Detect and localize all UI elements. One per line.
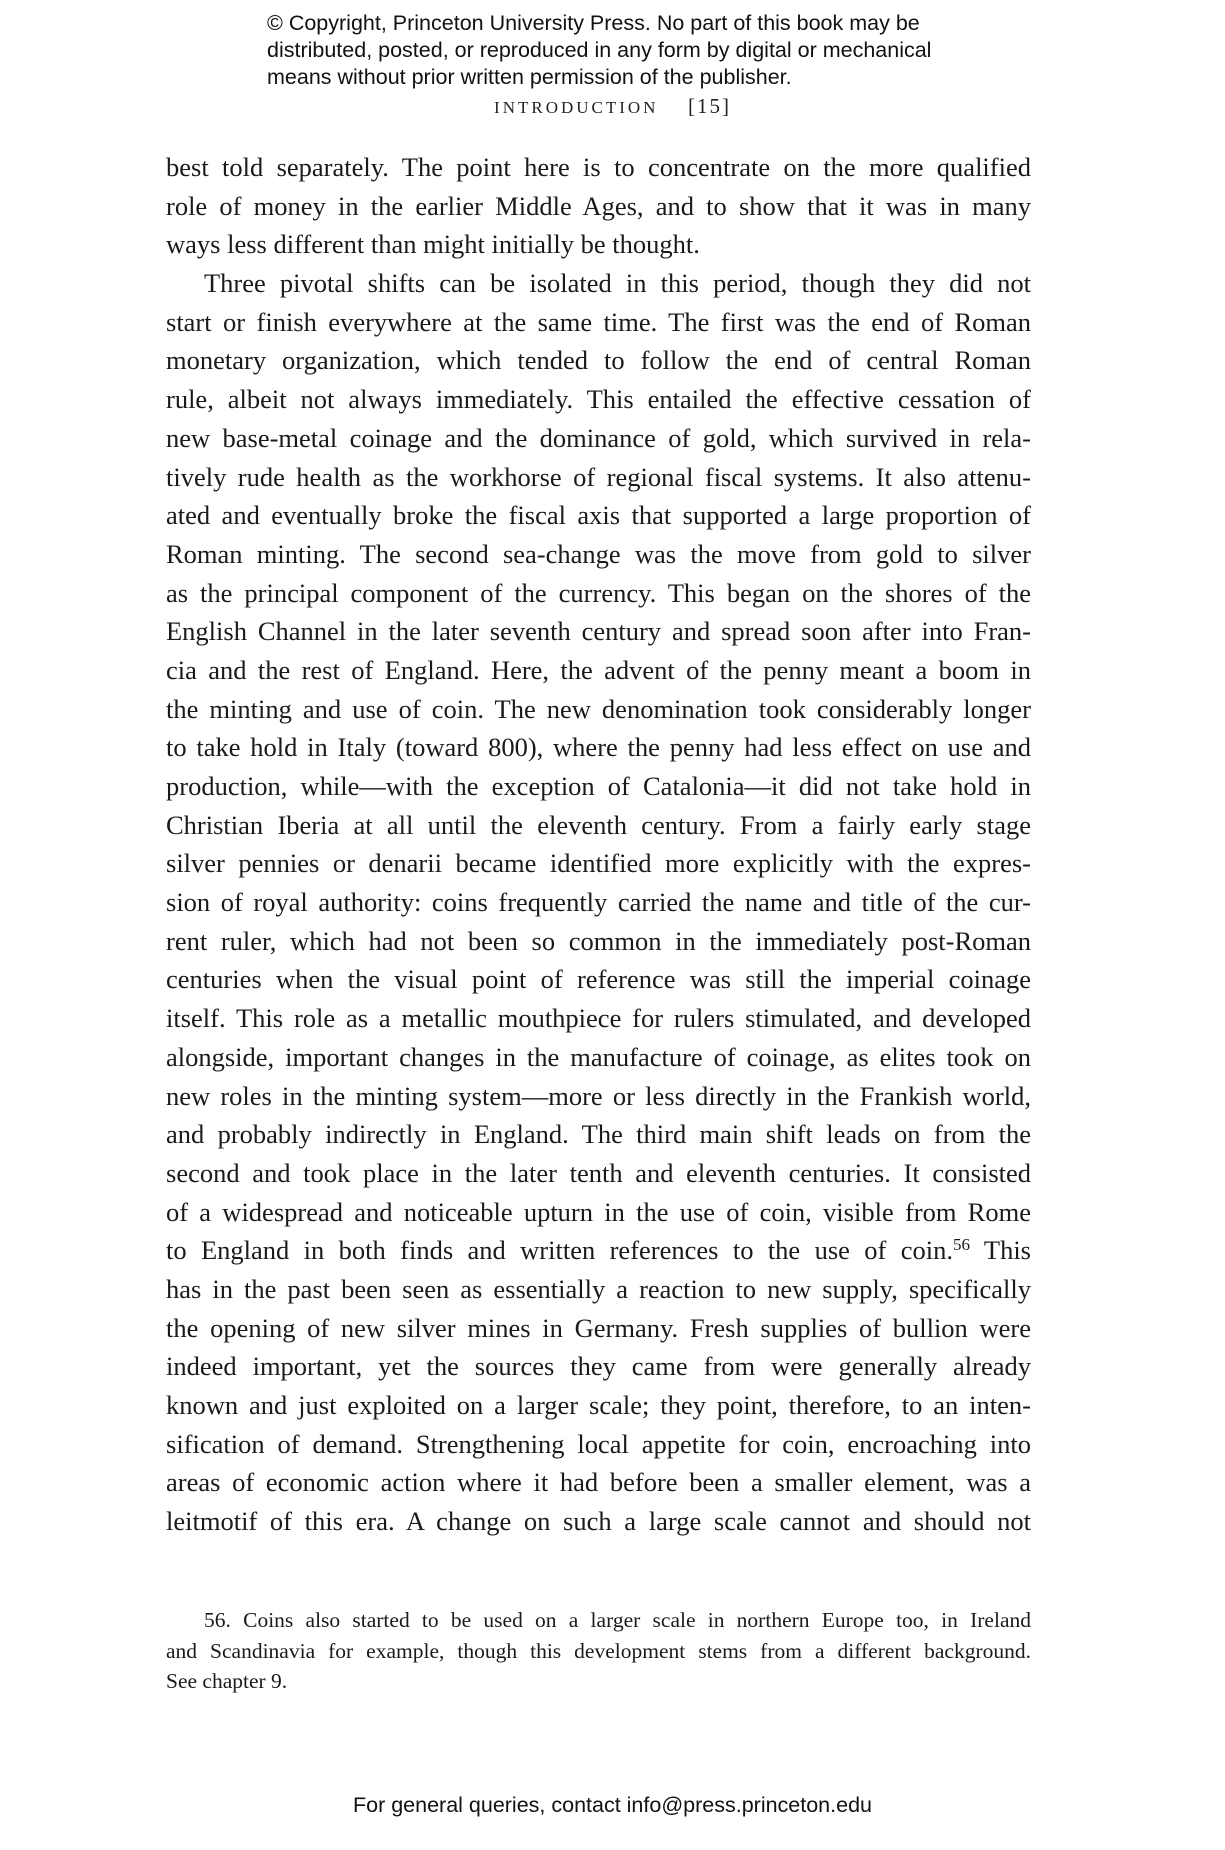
footnote-line: and Scandinavia for example, though this development stems from a different background. (166, 1638, 1031, 1663)
text-line: ated and eventually broke the fiscal axis that supported a large proportion of (166, 500, 1031, 531)
text-line: tively rude health as the workhorse of regional fiscal systems. It also attenu- (166, 461, 1031, 492)
body-text (166, 148, 1031, 1541)
text-line: ways less different than might initially be thought. (166, 229, 700, 260)
text-line: English Channel in the later seventh century and spread soon after into Fran- (166, 616, 1031, 647)
text-line: Christian Iberia at all until the eleventh century. From a fairly early stage (166, 809, 1031, 840)
text-line: of a widespread and noticeable upturn in the use of coin, visible from Rome (166, 1196, 1031, 1227)
text-line: centuries when the visual point of reference was still the imperial coinage (166, 964, 1031, 995)
text-line: the minting and use of coin. The new denomination took considerably longer (166, 693, 1031, 724)
text-line: new base-metal coinage and the dominance of gold, which survived in rela- (166, 422, 1031, 453)
text-line: as the principal component of the currency. This began on the shores of the (166, 577, 1031, 608)
text-line: known and just exploited on a larger scale; they point, therefore, to an inten- (166, 1390, 1031, 1420)
text-line: second and took place in the later tenth and eleventh centuries. It consisted (166, 1157, 1031, 1188)
text-line: silver pennies or denarii became identified more explicitly with the expres- (166, 848, 1031, 879)
text-line: to take hold in Italy (toward 800), where the penny had less effect on use and (166, 732, 1031, 763)
footnote-line: 56. Coins also started to be used on a larger scale in northern Europe too, in Ireland (204, 1608, 1031, 1632)
text-line: leitmotif of this era. A change on such a large scale cannot and should not (166, 1506, 1031, 1537)
text-line: start or finish everywhere at the same time. The first was the end of Roman (166, 306, 1031, 337)
text-line: has in the past been seen as essentially a reaction to new supply, specifically (166, 1273, 1031, 1304)
text-line: best told separately. The point here is to concentrate on the more qualified (166, 152, 1031, 182)
page-number: [15] (687, 94, 731, 118)
running-head-title: INTRODUCTION (494, 98, 659, 117)
text-line: areas of economic action where it had before been a smaller element, was a (166, 1467, 1031, 1498)
text-line: to England in both finds and written references to the use of coin. (166, 1235, 953, 1266)
text-line-with-footnote-ref (166, 1231, 1031, 1270)
contact-notice: For general queries, contact info@press.princeton.edu (352, 1793, 872, 1817)
text-line: the opening of new silver mines in Germany. Fresh supplies of bullion were (166, 1312, 1031, 1343)
text-line: rent ruler, which had not been so common in the immediately post-Roman (166, 925, 1031, 956)
text-line: role of money in the earlier Middle Ages, and to show that it was in many (166, 190, 1031, 221)
text-line: itself. This role as a metallic mouthpiece for rulers stimulated, and developed (166, 1003, 1031, 1034)
copyright-line: means without prior written permission of the publisher. (267, 65, 792, 89)
text-line: rule, albeit not always immediately. This entailed the effective cessation of (166, 384, 1031, 415)
text-line: monetary organization, which tended to follow the end of central Roman (166, 345, 1031, 376)
running-head (0, 94, 1225, 119)
text-line: sion of royal authority: coins frequently carried the name and title of the cur- (166, 887, 1031, 918)
copyright-notice (267, 10, 1027, 91)
footnote-ref[interactable]: 56 (952, 1235, 970, 1255)
text-line: and probably indirectly in England. The third main shift leads on from the (166, 1119, 1031, 1150)
text-line: alongside, important changes in the manufacture of coinage, as elites took on (166, 1041, 1031, 1072)
text-line: cia and the rest of England. Here, the advent of the penny meant a boom in (166, 654, 1031, 685)
text-line-continuation: This (969, 1235, 1031, 1266)
text-line: Three pivotal shifts can be isolated in this period, though they did not (204, 268, 1031, 299)
text-line: production, while—with the exception of Catalonia—it did not take hold in (166, 771, 1031, 801)
footnote (166, 1605, 1031, 1697)
copyright-line: © Copyright, Princeton University Press. No part of this book may be (267, 11, 920, 35)
text-line: new roles in the minting system—more or less directly in the Frankish world, (166, 1080, 1031, 1111)
text-line: sification of demand. Strengthening local appetite for coin, encroaching into (166, 1428, 1031, 1459)
footnote-line: See chapter 9. (166, 1669, 288, 1693)
text-line: Roman minting. The second sea-change was the move from gold to silver (166, 538, 1031, 569)
text-line: indeed important, yet the sources they came from were generally already (166, 1351, 1031, 1382)
copyright-line: distributed, posted, or reproduced in any form by digital or mechanical (267, 38, 932, 62)
